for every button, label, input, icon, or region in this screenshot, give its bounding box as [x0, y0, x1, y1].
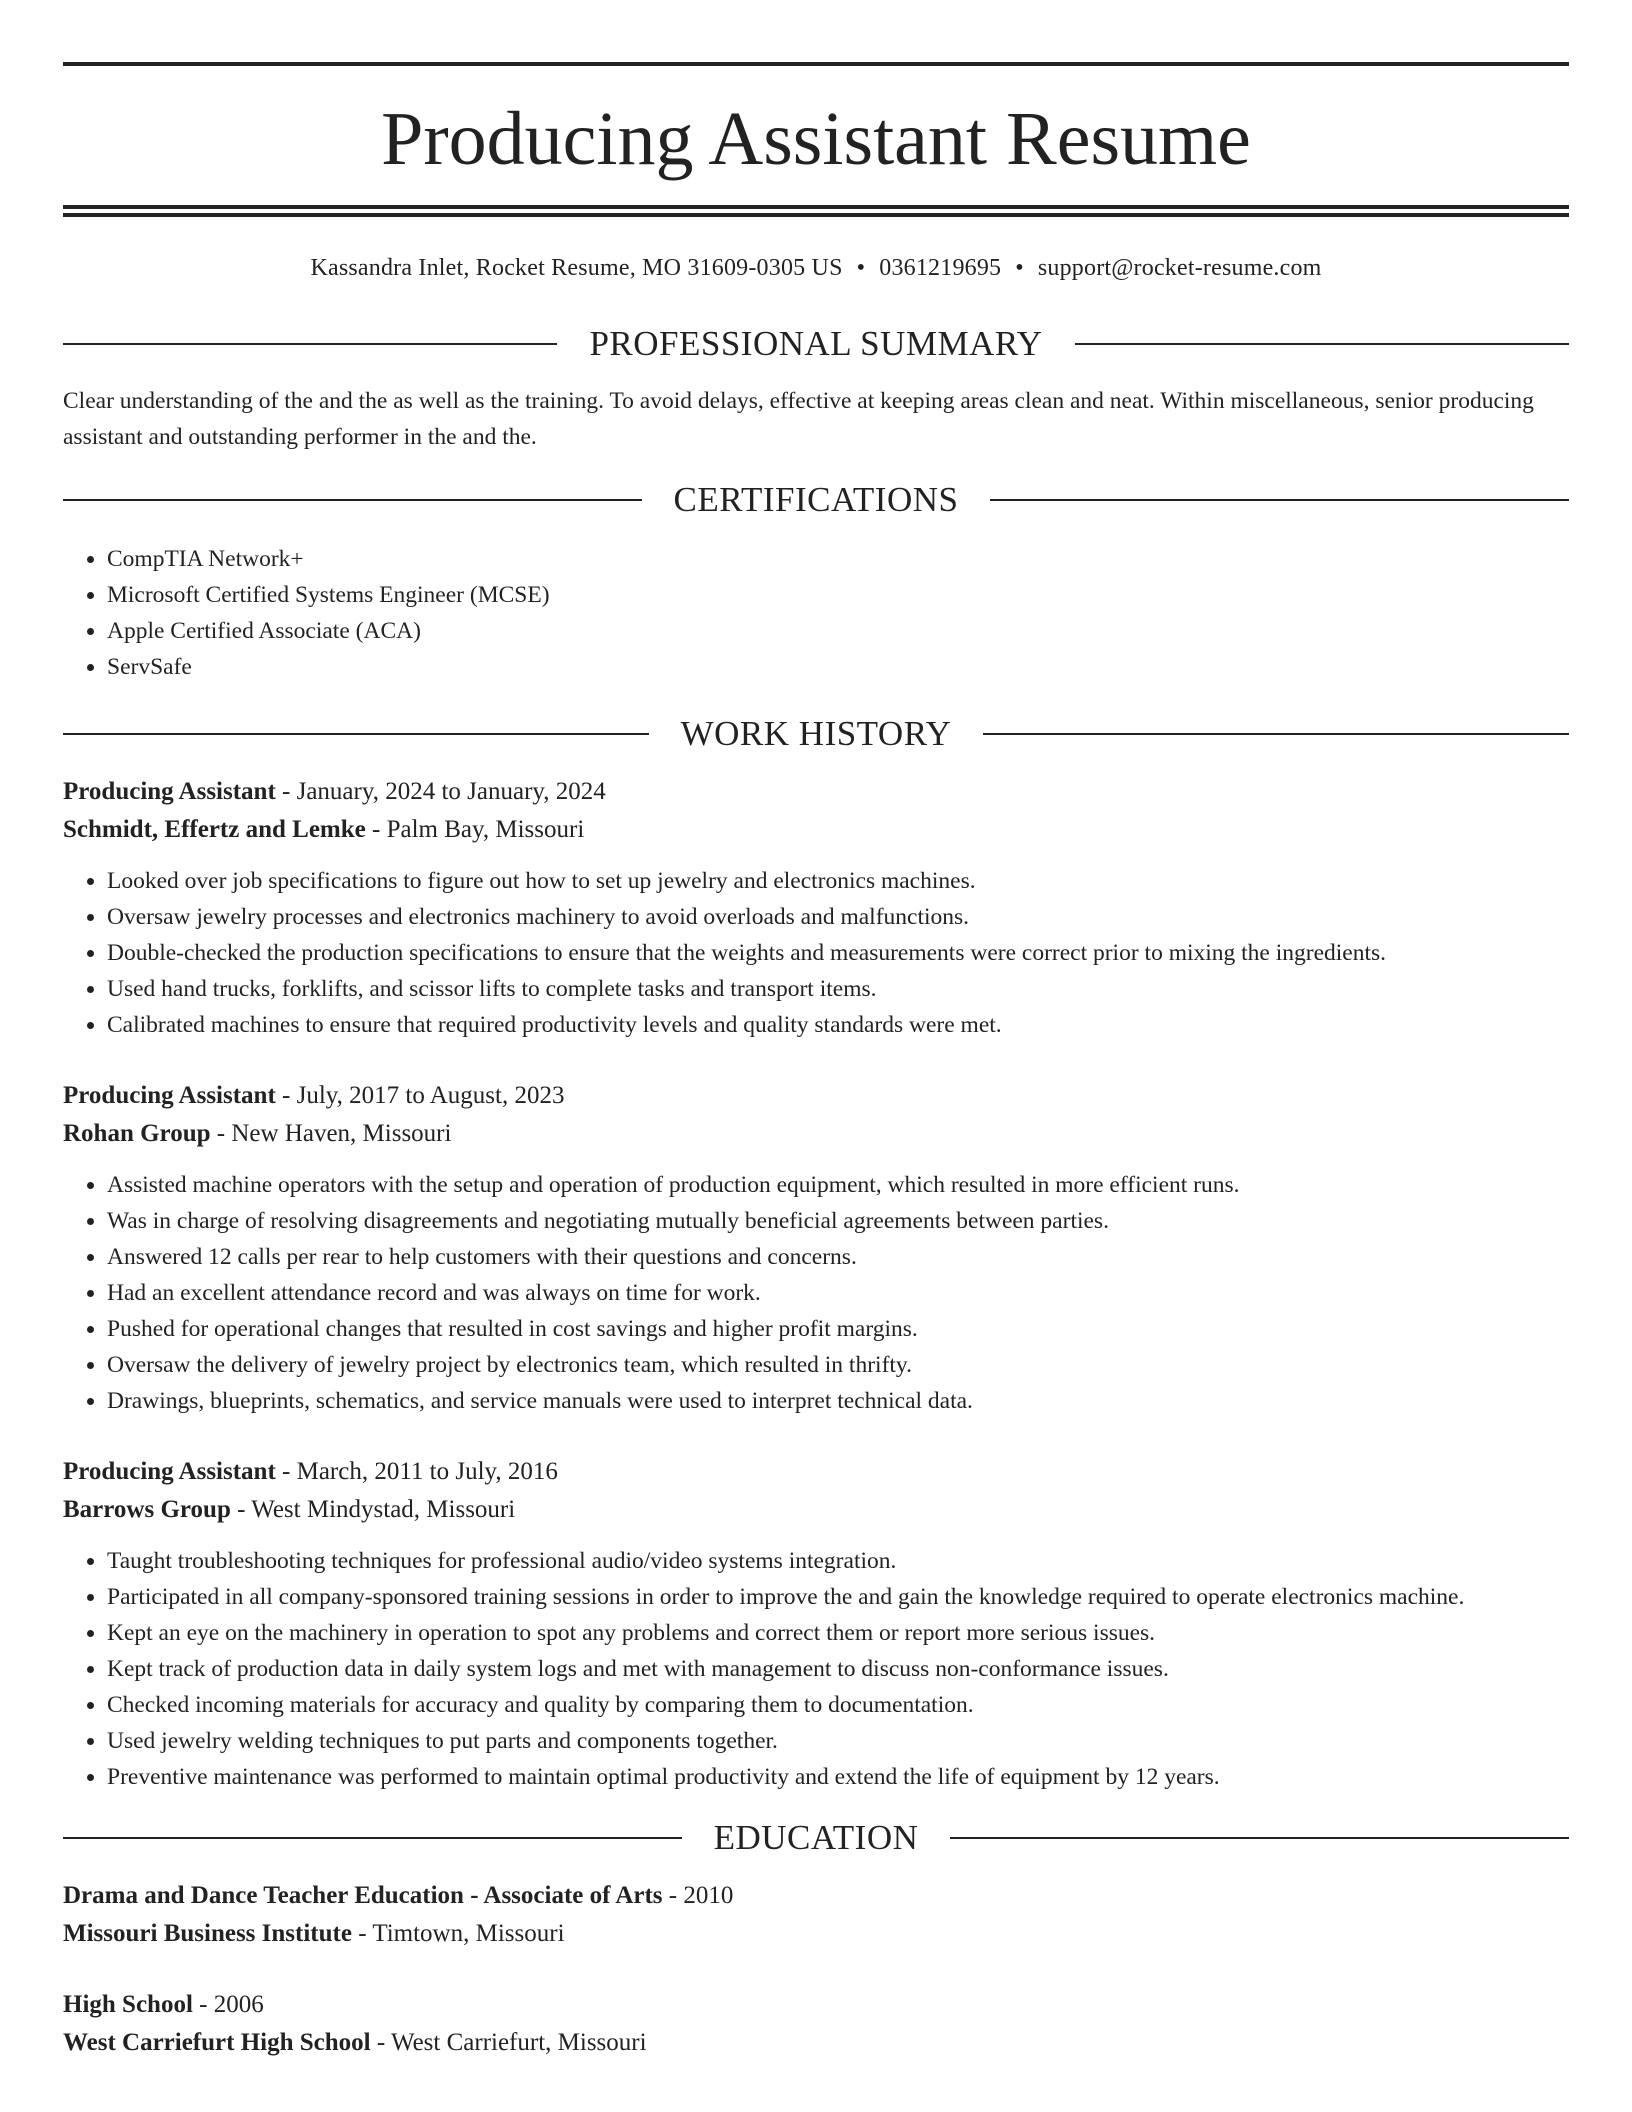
job-dates: - March, 2011 to July, 2016	[275, 1458, 558, 1485]
list-item: • Assisted machine operators with the setup and operation of production equipment, which resulted in more efficient runs.	[107, 1167, 1569, 1203]
list-item: • Oversaw the delivery of jewelry project by electronics team, which resulted in thrifty.	[107, 1347, 1569, 1383]
contact-line	[63, 253, 1569, 283]
list-item: • ServSafe	[107, 649, 1569, 685]
job-dates: - July, 2017 to August, 2023	[275, 1082, 565, 1109]
job-company: Schmidt, Effertz and Lemke	[63, 816, 366, 843]
education-school: West Carriefurt High School	[63, 2029, 371, 2056]
list-item: • Microsoft Certified Systems Engineer (MCSE)	[107, 577, 1569, 613]
list-item: • CompTIA Network+	[107, 541, 1569, 577]
section-title: WORK HISTORY	[680, 714, 952, 753]
education-section-heading	[63, 1817, 1569, 1859]
summary-section-heading	[63, 323, 1569, 365]
contact-separator: •	[856, 255, 866, 281]
list-item: • Pushed for operational changes that resulted in cost savings and higher profit margins.	[107, 1311, 1569, 1347]
list-item: • Kept an eye on the machinery in operation to spot any problems and correct them or report more serious issues.	[107, 1615, 1569, 1651]
job-company-line	[63, 1491, 1569, 1529]
top-rule	[63, 62, 1569, 66]
contact-phone: 0361219695	[879, 255, 1002, 281]
contact-address: Kassandra Inlet, Rocket Resume, MO 31609-0305 US	[310, 255, 843, 281]
education-school-line	[63, 1915, 1569, 1953]
education-year: - 2006	[192, 1991, 264, 2018]
job-location: - West Mindystad, Missouri	[230, 1496, 516, 1523]
divider	[950, 1837, 1569, 1839]
divider	[63, 1837, 682, 1839]
job-bullets	[63, 1167, 1569, 1419]
job-location: - Palm Bay, Missouri	[365, 816, 585, 843]
job-company-line	[63, 811, 1569, 849]
certifications-section-heading	[63, 479, 1569, 521]
section-title: CERTIFICATIONS	[673, 480, 959, 519]
contact-separator: •	[1015, 255, 1024, 281]
divider	[63, 343, 557, 345]
list-item: • Apple Certified Associate (ACA)	[107, 613, 1569, 649]
job-title: Producing Assistant	[63, 778, 276, 805]
job-title: Producing Assistant	[63, 1082, 276, 1109]
job-title-line	[63, 1453, 1569, 1491]
list-item: • Kept track of production data in daily system logs and met with management to discuss non-conformance issues.	[107, 1651, 1569, 1687]
education-location: - Timtown, Missouri	[351, 1920, 565, 1947]
list-item: • Participated in all company-sponsored training sessions in order to improve the and gain the knowledge required to operate electronics machine.	[107, 1579, 1569, 1615]
education-entry	[63, 1986, 1569, 2062]
job-bullets	[63, 863, 1569, 1043]
job-dates: - January, 2024 to January, 2024	[275, 778, 606, 805]
job-title-line	[63, 773, 1569, 811]
list-item: • Was in charge of resolving disagreements and negotiating mutually beneficial agreements between parties.	[107, 1203, 1569, 1239]
work-history-section-heading	[63, 713, 1569, 755]
divider	[63, 499, 642, 501]
list-item: • Answered 12 calls per rear to help customers with their questions and concerns.	[107, 1239, 1569, 1275]
education-entry	[63, 1877, 1569, 1953]
education-location: - West Carriefurt, Missouri	[370, 2029, 647, 2056]
job-entry	[63, 1077, 1569, 1419]
section-title: PROFESSIONAL SUMMARY	[589, 324, 1043, 363]
job-company-line	[63, 1115, 1569, 1153]
divider	[983, 733, 1569, 735]
education-degree: Drama and Dance Teacher Education - Associate of Arts	[63, 1882, 663, 1909]
job-entry	[63, 773, 1569, 1043]
list-item: • Calibrated machines to ensure that required productivity levels and quality standards were met.	[107, 1007, 1569, 1043]
job-location: - New Haven, Missouri	[210, 1120, 452, 1147]
education-year: - 2010	[662, 1882, 734, 1909]
education-degree: High School	[63, 1991, 193, 2018]
divider	[63, 733, 649, 735]
list-item: • Used hand trucks, forklifts, and scissor lifts to complete tasks and transport items.	[107, 971, 1569, 1007]
certification-list	[63, 541, 1569, 685]
job-title-line	[63, 1077, 1569, 1115]
education-degree-line	[63, 1986, 1569, 2024]
list-item: • Looked over job specifications to figure out how to set up jewelry and electronics machines.	[107, 863, 1569, 899]
title-double-rule	[63, 205, 1569, 217]
job-bullets	[63, 1543, 1569, 1795]
section-title: EDUCATION	[713, 1818, 919, 1857]
divider	[1075, 343, 1569, 345]
job-company: Rohan Group	[63, 1120, 211, 1147]
job-company: Barrows Group	[63, 1496, 231, 1523]
list-item: • Oversaw jewelry processes and electronics machinery to avoid overloads and malfunctions.	[107, 899, 1569, 935]
contact-email: support@rocket-resume.com	[1037, 255, 1322, 281]
education-degree-line	[63, 1877, 1569, 1915]
list-item: • Preventive maintenance was performed to maintain optimal productivity and extend the life of equipment by 12 years.	[107, 1759, 1569, 1795]
education-school: Missouri Business Institute	[63, 1920, 352, 1947]
job-title: Producing Assistant	[63, 1458, 276, 1485]
education-school-line	[63, 2024, 1569, 2062]
list-item: • Taught troubleshooting techniques for professional audio/video systems integration.	[107, 1543, 1569, 1579]
list-item: • Checked incoming materials for accuracy and quality by comparing them to documentation.	[107, 1687, 1569, 1723]
list-item: • Drawings, blueprints, schematics, and service manuals were used to interpret technical data.	[107, 1383, 1569, 1419]
divider	[990, 499, 1569, 501]
job-entry	[63, 1453, 1569, 1795]
list-item: • Used jewelry welding techniques to put parts and components together.	[107, 1723, 1569, 1759]
list-item: • Had an excellent attendance record and was always on time for work.	[107, 1275, 1569, 1311]
page-title: Producing Assistant Resume	[381, 97, 1251, 181]
list-item: • Double-checked the production specifications to ensure that the weights and measurements were correct prior to mixing the ingredients.	[107, 935, 1569, 971]
summary-text: Clear understanding of the and the as well as the training. To avoid delays, effective at keeping areas clean and neat. Within miscellaneous, senior producing assistant and outstanding performer in the and the.	[63, 388, 1534, 450]
